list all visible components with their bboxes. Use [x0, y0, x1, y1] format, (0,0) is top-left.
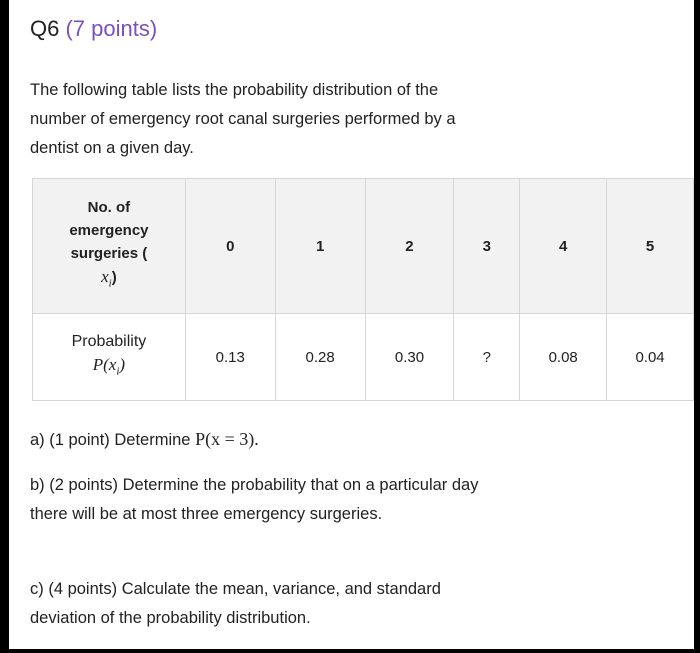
probability-label: Probability: [71, 333, 147, 351]
header-close: ): [111, 269, 117, 287]
part-a: [30, 425, 500, 455]
question-title: [30, 16, 157, 42]
x-value-cell: 1: [275, 179, 365, 314]
prob-sub: i: [116, 365, 120, 378]
bottom-edge-bar: [0, 649, 700, 653]
x-value-cell: 3: [454, 179, 520, 314]
intro-paragraph: The following table lists the probability distribution of the number of emergency root canal surgeries performed by a dentist on a given day.: [30, 81, 456, 157]
header-sub: i: [108, 277, 112, 290]
probability-value-cell: 0.13: [185, 314, 275, 401]
header-label-cell: [33, 179, 186, 314]
probability-value-cell: 0.30: [365, 314, 454, 401]
probability-value-cell: 0.08: [520, 314, 607, 401]
probability-label-cell: [33, 314, 186, 401]
left-edge-bar: [0, 0, 9, 653]
part-a-math: P(x = 3).: [195, 429, 259, 449]
prob-close: ): [119, 355, 126, 375]
header-variable: [41, 265, 177, 295]
part-c: c) (4 points) Calculate the mean, variance, and standard deviation of the probability distribution.: [30, 580, 441, 627]
prob-func: P(x: [92, 355, 117, 375]
x-value-cell: 4: [520, 179, 607, 314]
probability-value-cell: 0.04: [607, 314, 694, 401]
probability-distribution-table: [32, 178, 694, 401]
right-edge-bar: [694, 0, 700, 653]
question-points: (7 points): [65, 16, 158, 41]
header-label-line2: emergency: [69, 222, 149, 240]
probability-value-cell: 0.28: [275, 314, 365, 401]
table-header-row: [33, 179, 694, 314]
probability-function: [33, 353, 185, 383]
header-label-line3: surgeries (: [70, 245, 148, 263]
x-value-cell: 5: [607, 179, 694, 314]
header-label-line1: No. of: [87, 199, 131, 217]
part-a-text: a) (1 point) Determine: [30, 431, 196, 449]
probability-value-cell: ?: [454, 314, 520, 401]
question-number: Q6: [30, 16, 60, 41]
part-b: b) (2 points) Determine the probability that on a particular day there will be at most three emergency surgeries.: [30, 476, 479, 523]
x-value-cell: 0: [185, 179, 275, 314]
x-value-cell: 2: [365, 179, 454, 314]
header-var: x: [101, 267, 109, 287]
table-probability-row: [33, 314, 694, 401]
